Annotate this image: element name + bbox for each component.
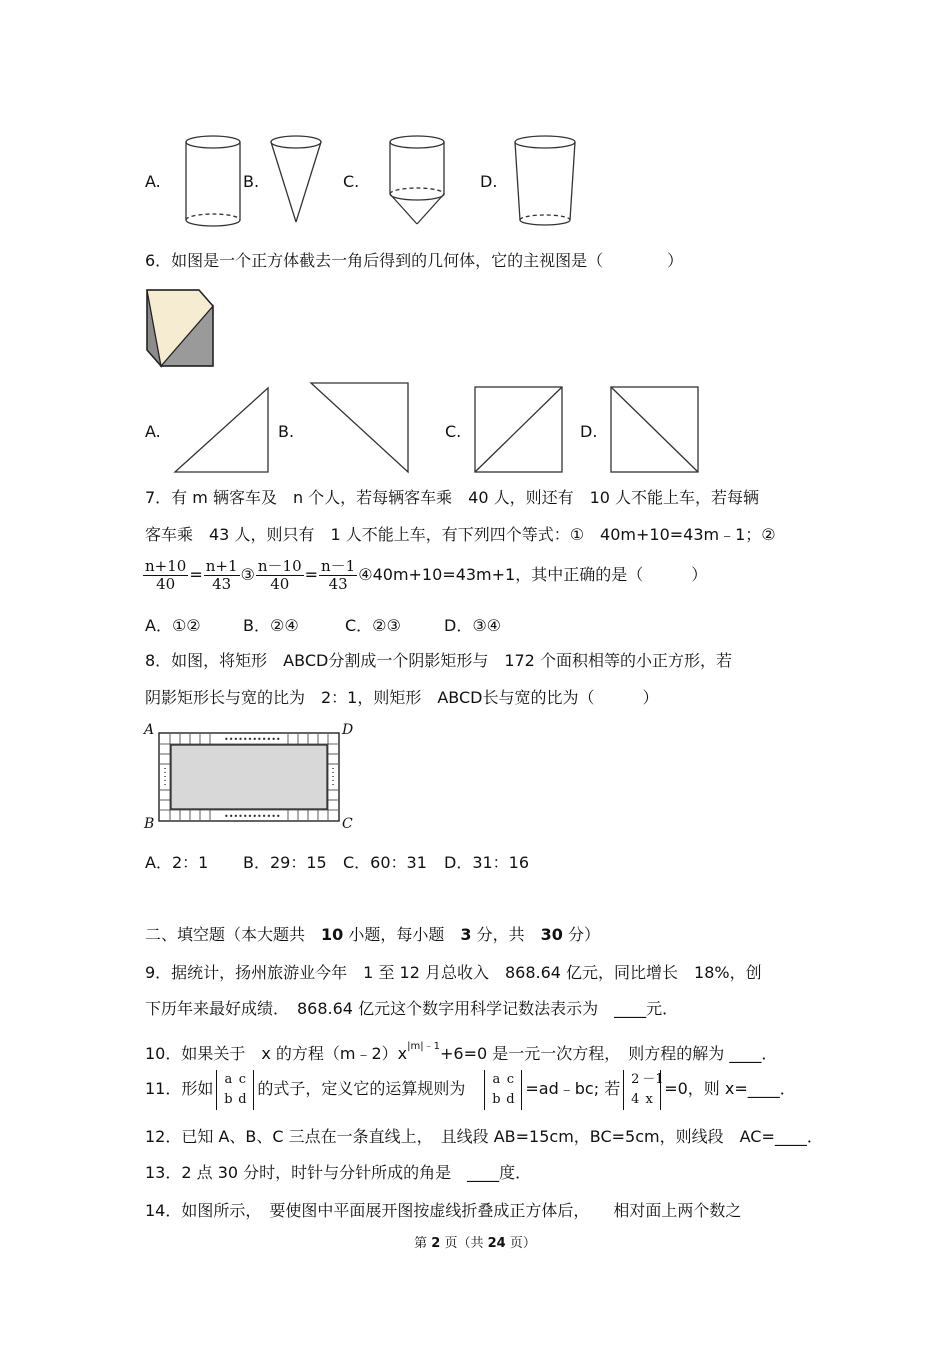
section-2-heading: 二、填空题（本大题共 10 小题，每小题 3 分，共 30 分） bbox=[145, 925, 600, 944]
q5-option-c-label: C. bbox=[343, 172, 360, 191]
q10-exponent: |m|﹣1 bbox=[407, 1041, 440, 1052]
q6-option-a-figure bbox=[172, 386, 272, 476]
q12-line: 12．已知 A、B、C 三点在一条直线上， 且线段 AB=15cm，BC=5cm，则线段 AC=____． bbox=[145, 1127, 823, 1146]
q9-line-1: 9．据统计，扬州旅游业今年 1 至 12 月总收入 868.64 亿元，同比增长 18%，创 bbox=[145, 963, 762, 982]
q7-option-b: B．②④ bbox=[243, 616, 299, 635]
q6-option-d-label: D. bbox=[580, 422, 598, 441]
q8-label-c: C bbox=[342, 816, 353, 832]
q7-option-d: D．③④ bbox=[444, 616, 502, 635]
q6-cube-figure bbox=[143, 288, 217, 370]
q6-option-c-label: C. bbox=[445, 422, 462, 441]
q6-stem: 6．如图是一个正方体截去一角后得到的几何体，它的主视图是（ ） bbox=[145, 251, 684, 270]
q14-line: 14．如图所示， 要使图中平面展开图按虚线折叠成正方体后， 相对面上两个数之 bbox=[145, 1201, 742, 1220]
q8-option-b: B．29：15 bbox=[243, 853, 327, 872]
svg-text:••••••••••••: •••••••••••• bbox=[224, 812, 281, 821]
q5-frustum-figure bbox=[510, 132, 580, 232]
q7-equals-1: = bbox=[189, 565, 203, 584]
q5-option-d-label: D. bbox=[480, 172, 498, 191]
q11-determinant-given: 2 －1 4 x bbox=[623, 1070, 661, 1110]
q8-label-a: A bbox=[144, 722, 155, 738]
q8-label-d: D bbox=[342, 722, 354, 738]
q5-option-b-label: B. bbox=[243, 172, 260, 191]
q7-fraction-1: $\frac{n+10}{40}$ bbox=[145, 557, 187, 593]
q6-option-b-label: B. bbox=[278, 422, 295, 441]
svg-text:••••••••••••: •••••••••••• bbox=[224, 735, 281, 744]
q5-cylinder-cone-figure bbox=[383, 132, 453, 232]
q5-option-a-label: A. bbox=[145, 172, 161, 191]
q8-option-a: A．2：1 bbox=[145, 853, 209, 872]
q5-cylinder-figure bbox=[180, 132, 248, 232]
q7-line-3 bbox=[142, 558, 707, 593]
page-footer: 第 2 页（共 24 页） bbox=[414, 1236, 536, 1251]
q8-label-b: B bbox=[144, 816, 155, 832]
q7-line-1: 7．有 m 辆客车及 n 个人，若每辆客车乘 40 人，则还有 10 人不能上车，若每辆 bbox=[145, 488, 760, 507]
q7-option-c: C．②③ bbox=[345, 616, 401, 635]
q7-circle-3: ③ bbox=[240, 565, 255, 584]
q9-line-2: 下历年来最好成绩． 868.64 亿元这个数字用科学记数法表示为 ____元． bbox=[145, 999, 679, 1018]
q13-line: 13．2 点 30 分时，时针与分针所成的角是 ____度． bbox=[145, 1163, 532, 1182]
q6-option-d-figure bbox=[608, 384, 702, 476]
q8-line-1: 8．如图，将矩形 ABCD分割成一个阴影矩形与 172 个面积相等的小正方形，若 bbox=[145, 651, 732, 670]
q7-line-3-tail: ④40m+10=43m+1，其中正确的是（ ） bbox=[358, 565, 708, 584]
q6-option-b-figure bbox=[308, 380, 412, 476]
q11-line: 11．形如 a c b d的式子，定义它的运算规则为 a c b d=ad﹣bc; 若 2 －1 4 x=0，则 x=____． bbox=[145, 1066, 796, 1112]
q8-rectangle-figure bbox=[158, 732, 342, 824]
footer-total-pages: 24 bbox=[487, 1236, 506, 1251]
q7-fraction-3: $\frac{n-10}{40}$ bbox=[257, 557, 302, 593]
q8-option-d: D．31：16 bbox=[444, 853, 530, 872]
q5-cone-figure bbox=[266, 132, 328, 228]
q7-fraction-4: $\frac{n-1}{43}$ bbox=[321, 557, 356, 593]
q8-line-2: 阴影矩形长与宽的比为 2：1，则矩形 ABCD长与宽的比为（ ） bbox=[145, 688, 659, 707]
q6-option-a-label: A. bbox=[145, 422, 161, 441]
q7-option-a: A．①② bbox=[145, 616, 201, 635]
q11-determinant-template: a c b d bbox=[216, 1070, 254, 1110]
footer-page-number: 2 bbox=[431, 1236, 441, 1251]
q10-line: 10．如果关于 x 的方程$(m﹣2)x^{|m|﹣1}+6=0$ 是一元一次方程， 则方程的解为 ____． bbox=[145, 1041, 778, 1063]
q7-line-2: 客车乘 43 人，则只有 1 人不能上车，有下列四个等式：① 40m+10=43m﹣1；② bbox=[145, 525, 776, 544]
q6-option-c-figure bbox=[472, 384, 566, 476]
q11-determinant-rule: a c b d bbox=[484, 1070, 522, 1110]
q8-option-c: C．60：31 bbox=[343, 853, 427, 872]
q7-equals-2: = bbox=[304, 565, 319, 584]
q7-fraction-2: $\frac{n+1}{43}$ bbox=[205, 557, 238, 593]
